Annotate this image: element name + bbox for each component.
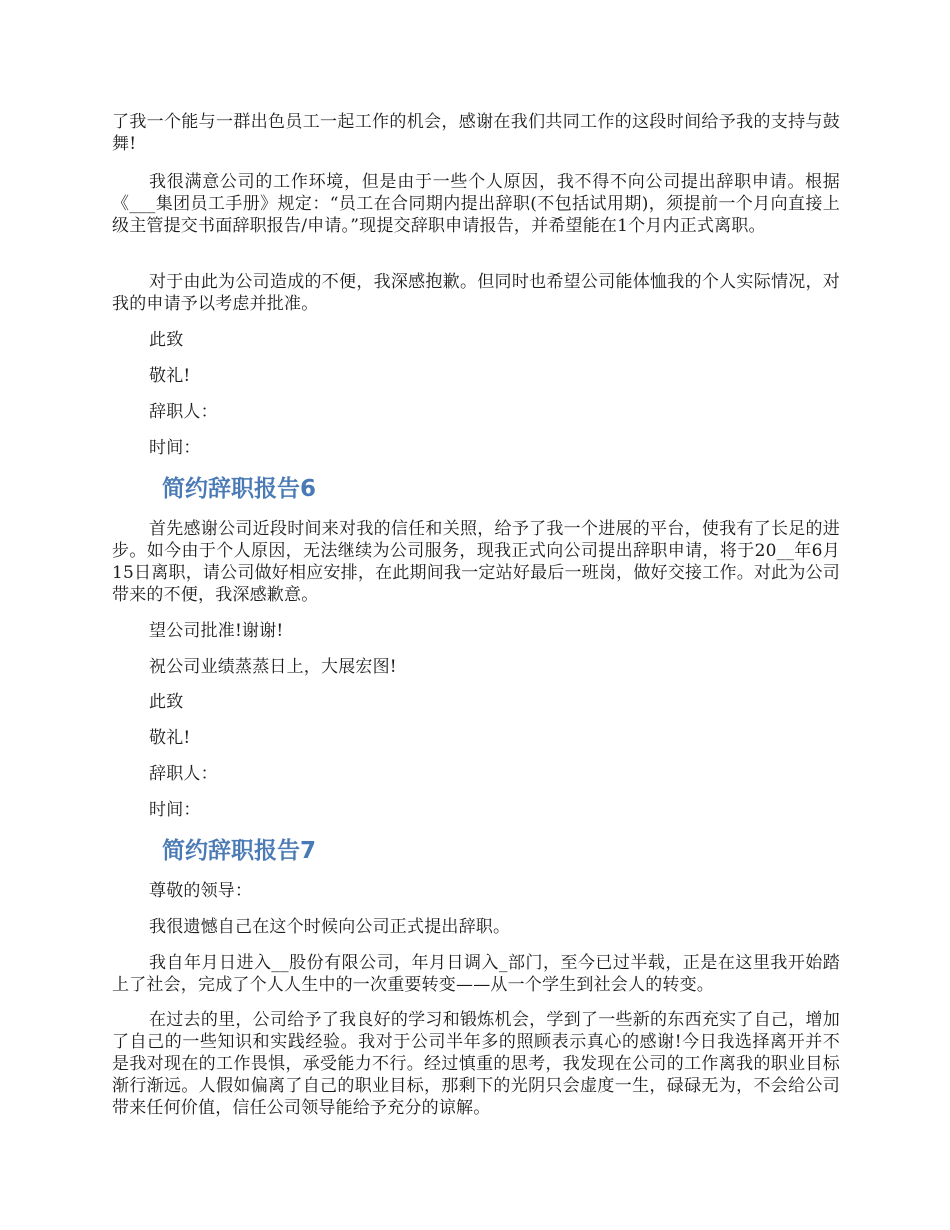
closing-jingli: 敬礼! xyxy=(149,728,191,748)
paragraph-resign-reason: 我很满意公司的工作环境，但是由于一些个人原因，我不得不向公司提出辞职申请。根据《___集团员工手册》规定：“员工在合同期内提出辞职(不包括试用期)，须提前一个月向直接上级主管提交书面辞职报告/申请。”现提交辞职申请报告，并希望能在1个月内正式离职。 xyxy=(112,172,840,236)
paragraph-continued: 了我一个能与一群出色员工一起工作的机会，感谢在我们共同工作的这段时间给予我的支持与鼓舞! xyxy=(112,112,840,154)
closing-cizhi: 此致 xyxy=(149,330,184,350)
section-7-paragraph-3: 在过去的里，公司给予了我良好的学习和锻炼机会，学到了一些新的东西充实了自己，增加了自己的一些知识和实践经验。我对于公司半年多的照顾表示真心的感谢!今日我选择离开并不是我对现在的工作畏惧，承受能力不行。经过慎重的思考，我发现在公司的工作离我的职业目标渐行渐远。人假如偏离了自己的职业目标，那剩下的光阴只会虚度一生，碌碌无为，不会给公司带来任何价值，信任公司领导能给予充分的谅解。 xyxy=(112,1010,840,1118)
section-6-paragraph-2: 望公司批准!谢谢! xyxy=(149,621,284,641)
resigner-label: 辞职人： xyxy=(149,402,218,422)
section-6-heading: 简约辞职报告6 xyxy=(162,476,317,502)
section-7-paragraph-1: 我很遗憾自己在这个时候向公司正式提出辞职。 xyxy=(149,917,511,937)
salutation: 尊敬的领导： xyxy=(149,881,253,901)
resigner-label: 辞职人： xyxy=(149,764,218,784)
time-label: 时间： xyxy=(149,800,201,820)
closing-cizhi: 此致 xyxy=(149,692,184,712)
section-7-paragraph-2: 我自年月日进入__股份有限公司，年月日调入_部门，至今已过半载，正是在这里我开始踏上了社会，完成了个人人生中的一次重要转变——从一个学生到社会人的转变。 xyxy=(112,953,840,995)
paragraph-apology: 对于由此为公司造成的不便，我深感抱歉。但同时也希望公司能体恤我的个人实际情况，对我的申请予以考虑并批准。 xyxy=(112,272,840,314)
section-6-paragraph-1: 首先感谢公司近段时间来对我的信任和关照，给予了我一个进展的平台，使我有了长足的进步。如今由于个人原因，无法继续为公司服务，现我正式向公司提出辞职申请，将于20__年6月15日离职，请公司做好相应安排，在此期间我一定站好最后一班岗，做好交接工作。对此为公司带来的不便，我深感歉意。 xyxy=(112,519,840,605)
section-7-heading: 简约辞职报告7 xyxy=(162,838,317,864)
time-label: 时间： xyxy=(149,438,201,458)
section-6-paragraph-3: 祝公司业绩蒸蒸日上，大展宏图! xyxy=(149,657,397,677)
closing-jingli: 敬礼! xyxy=(149,366,191,386)
